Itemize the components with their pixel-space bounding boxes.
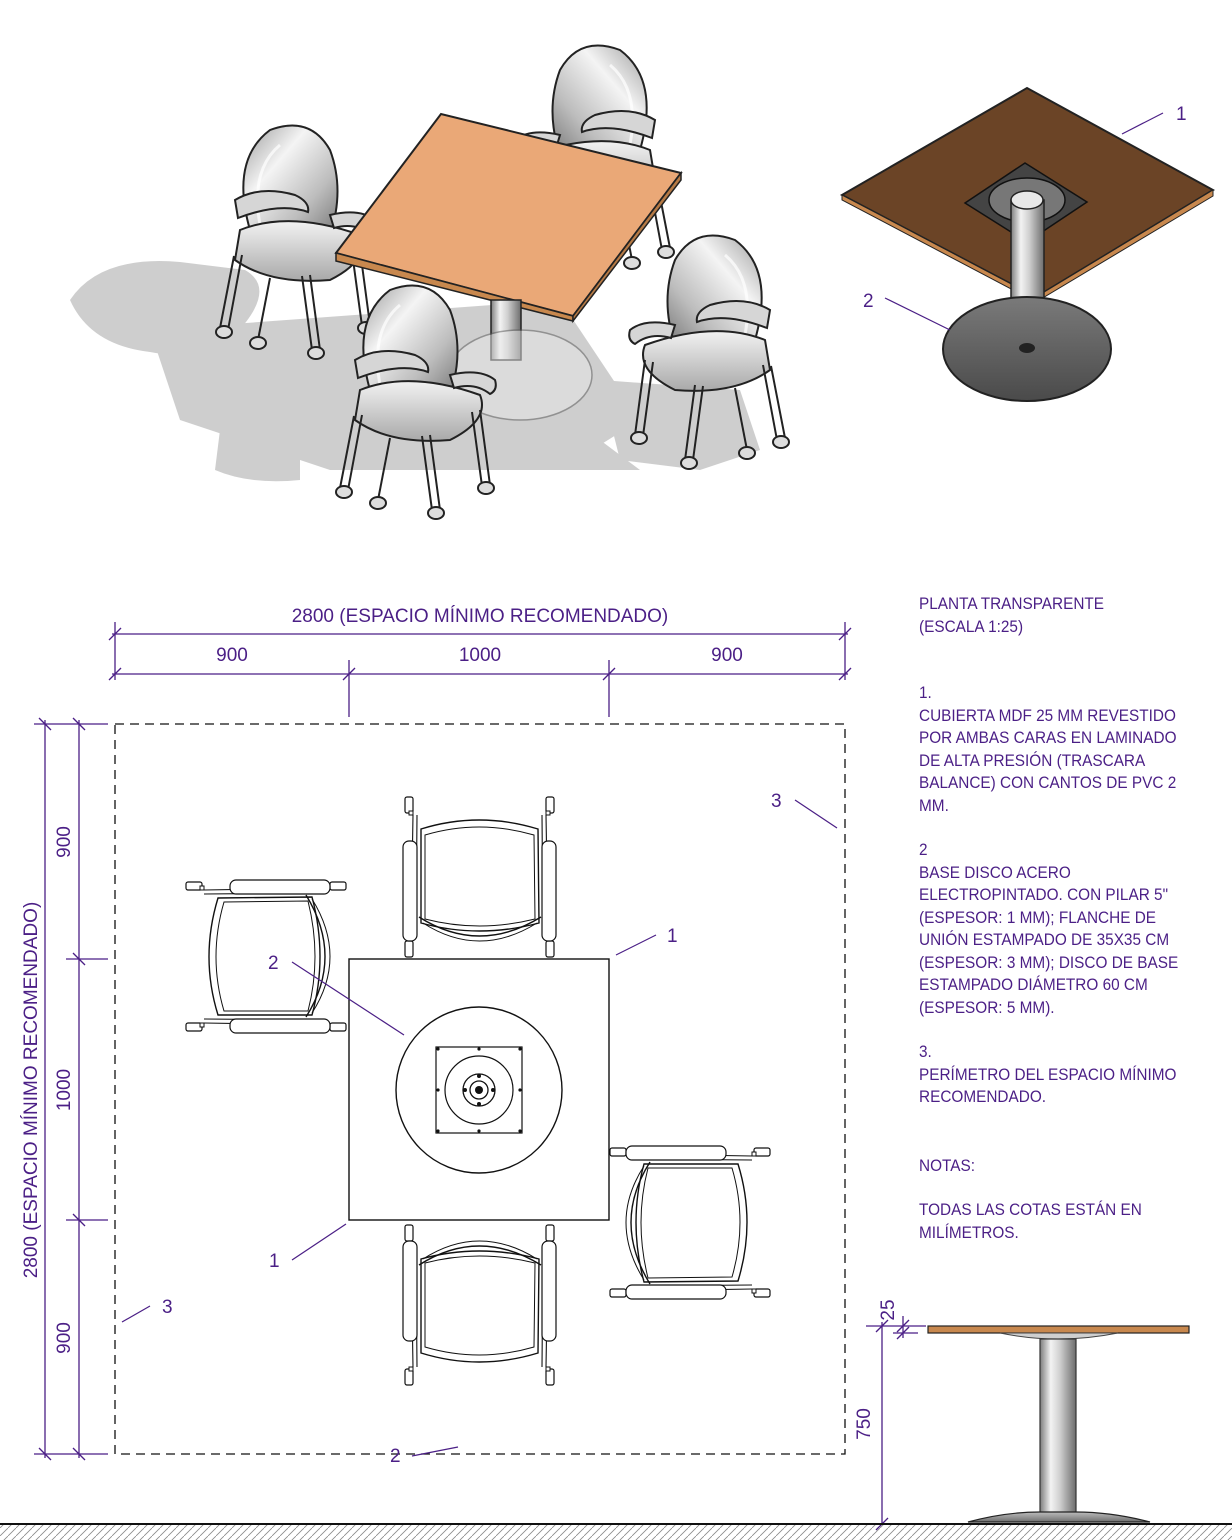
view-scale: (ESCALA 1:25) <box>919 617 1024 636</box>
top-thickness-label: 25 <box>878 1299 899 1321</box>
plan-view <box>115 724 845 1467</box>
item-2-text: BASE DISCO ACERO ELECTROPINTADO. CON PILAR 5" (ESPESOR: 1 MM); FLANCHE DE UNIÓN ESTAMPADO DE 35X35 CM (ESPESOR: 3 MM); DISCO DE BASE ESTAMPADO DIÁMETRO 60 CM (ESPESOR: 5 MM). <box>919 863 1179 1017</box>
width-center-label: 1000 <box>458 645 502 666</box>
notes-text: TODAS LAS COTAS ESTÁN EN MILÍMETROS. <box>919 1201 1142 1242</box>
item-2-number: 2 <box>919 841 928 859</box>
depth-bottom-label: 900 <box>54 1322 75 1354</box>
callout-label: 3 <box>771 791 782 812</box>
callout-label: 2 <box>268 953 279 974</box>
plan-callout-3-left <box>122 1297 173 1322</box>
elevation-view <box>854 1299 1189 1530</box>
elevation-tabletop <box>928 1326 1189 1333</box>
width-left-label: 900 <box>216 645 248 666</box>
isometric-view <box>70 46 789 520</box>
depth-center-label: 1000 <box>54 1068 75 1112</box>
callout-label: 1 <box>269 1251 280 1272</box>
notes-heading: NOTAS: <box>919 1156 975 1175</box>
elevation-pillar <box>1040 1339 1076 1515</box>
ground-line <box>0 1524 1232 1540</box>
item-3-number: 3. <box>919 1043 932 1061</box>
underside-callout-1 <box>1122 104 1187 134</box>
plan-callout-2-bottom <box>390 1446 458 1467</box>
elevation-base <box>968 1512 1150 1522</box>
plan-chair-bottom <box>403 1225 556 1385</box>
overall-width-label: 2800 (ESPACIO MÍNIMO RECOMENDADO) <box>291 606 669 627</box>
plan-chair-left <box>186 880 346 1033</box>
plan-chair-right <box>610 1146 770 1299</box>
horizontal-dimensions <box>109 622 851 717</box>
notes-panel <box>919 593 1189 1244</box>
item-1-text: CUBIERTA MDF 25 MM REVESTIDO POR AMBAS CARAS EN LAMINADO DE ALTA PRESIÓN (TRASCARA BALANCE) CON CANTOS DE PVC 2 MM. <box>919 706 1177 815</box>
callout-label: 1 <box>667 926 678 947</box>
width-right-label: 900 <box>711 645 743 666</box>
depth-top-label: 900 <box>54 826 75 858</box>
plan-callout-1-top <box>616 926 678 955</box>
plan-callout-1-bottom <box>269 1224 346 1272</box>
item-3-text: PERÍMETRO DEL ESPACIO MÍNIMO RECOMENDADO. <box>919 1065 1177 1106</box>
callout-label: 2 <box>390 1446 401 1467</box>
item-1-number: 1. <box>919 684 932 702</box>
plan-callout-3-right <box>771 791 837 828</box>
underside-callout-2 <box>863 291 950 330</box>
callout-label: 2 <box>863 291 874 312</box>
callout-label: 3 <box>162 1297 173 1318</box>
underside-view <box>842 88 1213 401</box>
plan-chair-top <box>403 797 556 957</box>
overall-depth-label: 2800 (ESPACIO MÍNIMO RECOMENDADO) <box>21 901 42 1279</box>
view-title: PLANTA TRANSPARENTE <box>919 595 1105 613</box>
callout-label: 1 <box>1176 104 1187 125</box>
table-height-label: 750 <box>854 1408 875 1440</box>
